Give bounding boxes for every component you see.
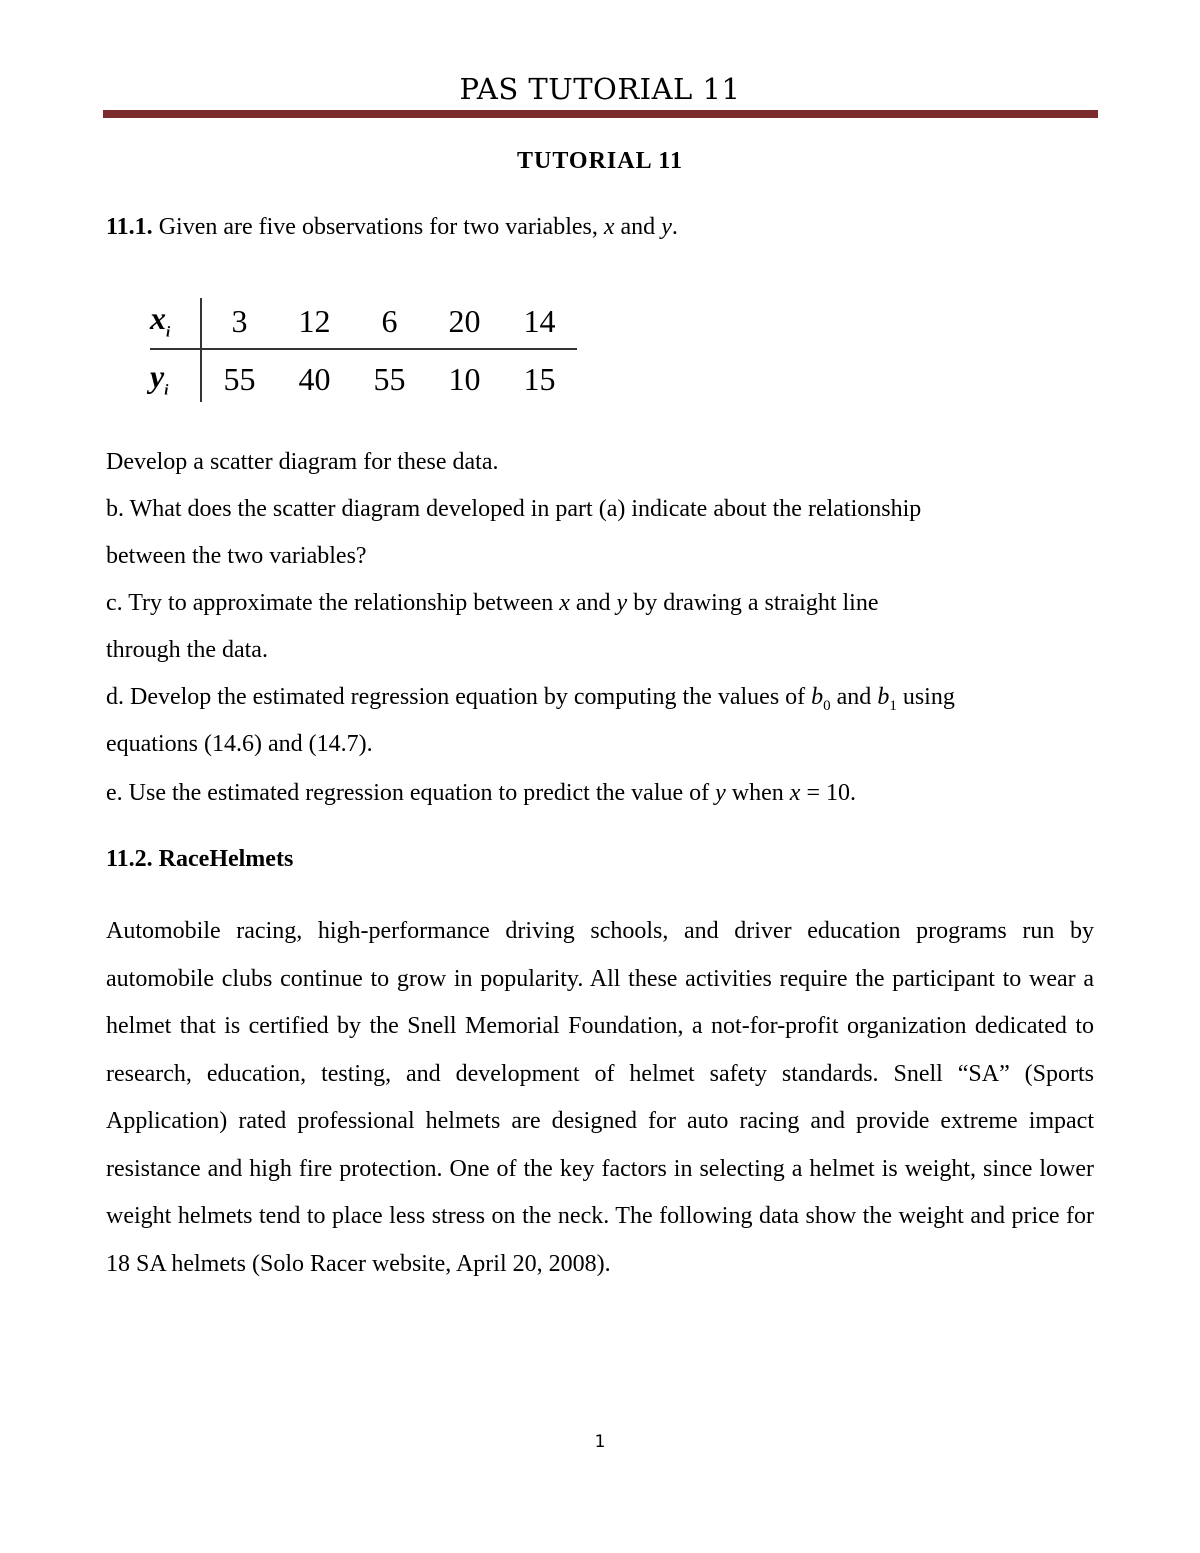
y-label-sub: i xyxy=(164,382,169,399)
y-value: 15 xyxy=(523,360,556,397)
var-x: x xyxy=(559,590,570,616)
part-b-line1: b. What does the scatter diagram developed in part (a) indicate about the relationship xyxy=(106,496,922,522)
page-header-title: PAS TUTORIAL 11 xyxy=(459,72,741,106)
x-value: 14 xyxy=(502,298,577,349)
table-row-x xyxy=(150,298,577,349)
part-c-line2: through the data. xyxy=(106,637,268,663)
part-a: Develop a scatter diagram for these data. xyxy=(106,449,499,475)
x-value: 6 xyxy=(352,298,427,349)
var-y: y xyxy=(616,590,628,616)
x-label xyxy=(150,298,201,349)
when-text: when xyxy=(725,780,790,806)
x-value: 12 xyxy=(277,298,352,349)
var-y: y xyxy=(661,214,672,240)
y-value: 10 xyxy=(448,360,481,397)
q2-paragraph: Automobile racing, high-performance driving schools, and driver education programs run by automobile clubs continue to grow in popularity. All these activities require the participant to wear a helmet that is certified by the Snell Memorial Foundation, a not-for-profit organization dedicated to research, education, testing, and development of helmet safety standards. Snell “SA” (Sports Application) rated professional helmets are designed for auto racing and provide extreme impact resistance and high fire protection. One of the key factors in selecting a helmet is weight, since lower weight helmets tend to place less stress on the neck. The following data show the weight and price for 18 SA helmets (Solo Racer website, April 20, 2008). xyxy=(106,918,1094,1277)
x-label-text: x xyxy=(150,300,166,337)
part-e-text-end: = 10. xyxy=(800,780,856,806)
q1-number: 11.1. xyxy=(106,214,153,240)
and-text: and xyxy=(830,684,878,710)
and-text: and xyxy=(614,214,662,240)
b0-symbol: b xyxy=(811,684,824,710)
part-b-line2: between the two variables? xyxy=(106,543,367,569)
var-x: x xyxy=(789,780,801,806)
and-text: and xyxy=(569,590,617,616)
part-d-text: d. Develop the estimated regression equation by computing the values of xyxy=(106,684,812,710)
part-e-text: e. Use the estimated regression equation to predict the value of xyxy=(106,780,716,806)
part-c-text-end: by drawing a straight line xyxy=(627,590,879,616)
q1-intro-text: Given are five observations for two variables, xyxy=(152,214,604,240)
y-value: 40 xyxy=(298,360,331,397)
period: . xyxy=(671,214,678,240)
observations-table xyxy=(150,298,577,402)
part-d-line2: equations (14.6) and (14.7). xyxy=(106,731,373,757)
y-value: 55 xyxy=(373,360,406,397)
y-label-text: y xyxy=(150,358,165,395)
b1-symbol: b xyxy=(877,684,890,710)
part-d-text-end: using xyxy=(896,684,955,710)
q1-intro xyxy=(106,214,678,241)
b0-sub: 0 xyxy=(823,697,831,714)
b1-sub: 1 xyxy=(889,697,897,714)
header-rule xyxy=(103,110,1098,118)
x-value: 20 xyxy=(427,298,502,349)
table-row-y xyxy=(150,349,577,402)
tutorial-heading: TUTORIAL 11 xyxy=(517,148,683,174)
var-y: y xyxy=(715,780,726,806)
part-c-text: c. Try to approximate the relationship between xyxy=(106,590,560,616)
y-label xyxy=(150,349,201,402)
part-d-line1 xyxy=(106,684,955,715)
y-value: 55 xyxy=(223,360,256,397)
part-e xyxy=(106,780,856,807)
x-label-sub: i xyxy=(166,324,171,341)
part-c-line1 xyxy=(106,590,878,617)
q2-heading: 11.2. RaceHelmets xyxy=(106,846,294,872)
x-value: 3 xyxy=(201,298,277,349)
page-number: 1 xyxy=(594,1432,606,1452)
var-x: x xyxy=(603,214,615,240)
